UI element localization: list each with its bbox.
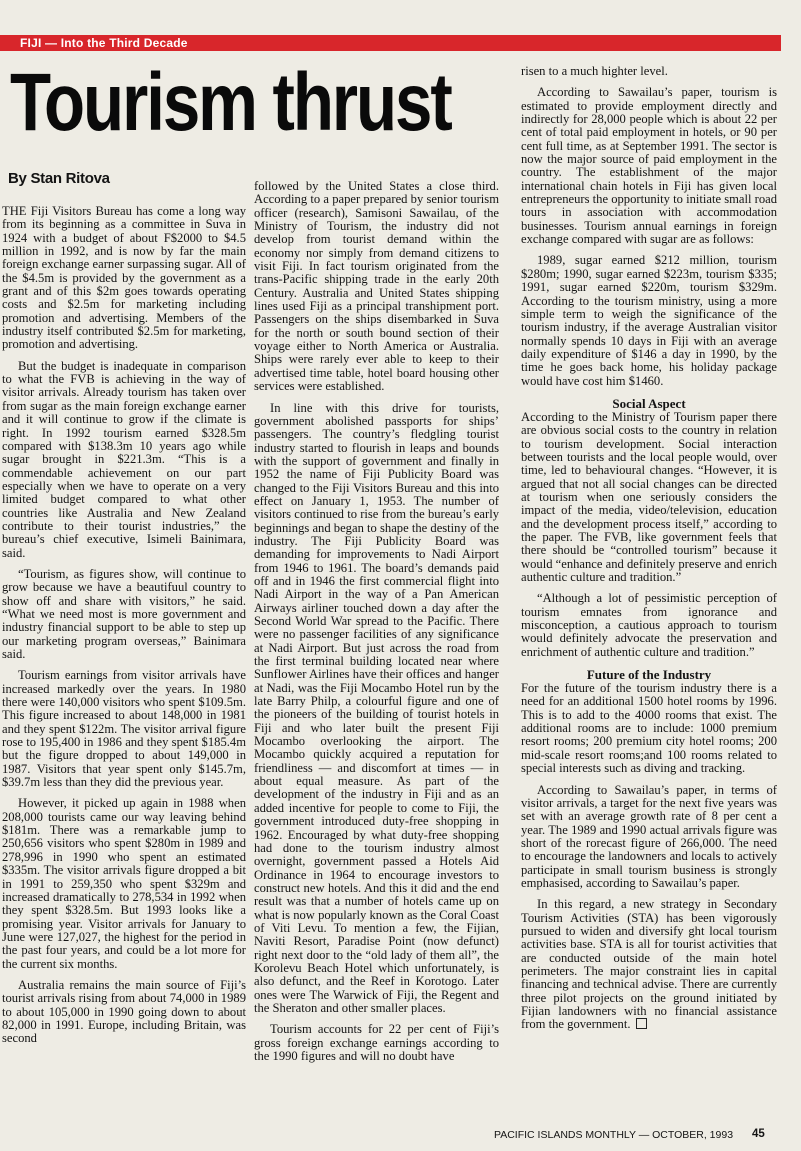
paragraph: “Although a lot of pessimistic perception of tourism emnates from ignorance and misconception, a cautious approach to tourism would definitely advocate the preservation and enrichment of authentic culture and tradition.” (521, 591, 777, 659)
article-column-1 (2, 205, 246, 1075)
end-mark-icon (636, 1018, 647, 1029)
paragraph: Tourism earnings from visitor arrivals have increased markedly over the years. In 1980 there were 140,000 visitors who spent $109.5m. This figure increased to about 148,000 in 1981 and they spent $122m. The visitor arrival figure rose to 195,400 in 1986 and they spent $185.4m but the figure dropped to about 149,000 in 1987. Visitors that year spent only $145.7m, $39.7m less than they did the previous year. (2, 668, 246, 790)
paragraph: risen to a much highter level. (521, 65, 668, 78)
paragraph: 1989, sugar earned $212 million, tourism $280m; 1990, sugar earned $223m, tourism $335; 1991, sugar earned $220m, tourism $329m. According to the tourism ministry, using a more simple term to weigh the significance of the tourism industry, if the average Australian visitor normally spends 10 days in Fiji with an average daily expenditure of $146 a day in 1990, by the time he goes back home, his holiday package would have cost him $1460. (521, 253, 777, 388)
paragraph: “Tourism, as figures show, will continue to grow because we have a beautifuul country to show off and share with visitors,” he said. “What we need most is more government and industry financial support to be able to step up our marketing program overseas,” Bainimara said. (2, 566, 246, 661)
footer-publication: PACIFIC ISLANDS MONTHLY — OCTOBER, 1993 (494, 1129, 734, 1141)
paragraph-text: In this regard, a new strategy in Secondary Tourism Activities (STA) has been vigorously pursued to widen and diversify ght local tourism activities base. STA is all for tourist activities that are conducted outside of the main hotel perimeters. The major constraint lies in capital financing and technical advise. There are currently three pilot projects on the ground initiated by Fijian landowners with no financial assistance from the government. (521, 897, 777, 1032)
paragraph: For the future of the tourism industry there is a need for an additional 1500 hotel rooms by 1996. This is to add to the 4000 rooms that exist. The additional rooms are to include: 1000 premium resort rooms; 200 premium city hotel rooms; 200 mid-scale resort rooms;and 100 rooms related to special interests such as diving and tracking. (521, 681, 777, 776)
subheading-social-aspect: Social Aspect (612, 395, 686, 411)
paragraph: In line with this drive for tourists, government abolished passports for ships’ passengers. The country’s fledgling tourist industry started to flourish in leaps and bounds with the support of government and finally in 1952 the name of Fiji Publicity Board was changed to the Fiji Visitors Bureau and this into effect on January 1, 1953. The number of visitors continued to rise from the bureau’s early beginnings and began to shape the destiny of the industry. The Fiji Publicity Board was demanding for improvements to Nadi Airport from 1946 to 1961. The board’s demands paid off and in 1946 the first commercial flight into Nadi Airport in the way of a Pan American Airways airliner touched down a day after the Second World War spread to the Pacific. There were no passenger facilities of any significance at Nadi Airport. But just across the road from the first terminal building located near where Sunflower Airlines have their offices and hanger at Nadi, was the Fiji Mocambo Hotel run by the late Barry Philp, a colourful figure and one of the pioneers of the building of tourist hotels in Fiji and who later built the present Fiji Mocambo overlooking the airport. The Mocambo quickly acquired a reputation for friendliness — and discomfort at times — in about equal measure. As part of the development of the industry in Fiji and as an added incentive for people to come to Fiji, the government introduced duty-free shopping in 1962. Encouraged by what duty-free shopping had done to the tourism industry almost overnight, government passed a Hotels Aid Ordinance in 1964 to encourage investors to construct new hotels. And this it did and the end result was that a number of hotels came up on what is now popularly known as the Coral Coast of Viti Levu. To mention a few, the Fijian, Naviti Resort, Paradise Point (now defunct) right next door to the “old lady of them all”, the Korolevu Beach Hotel which unfortunately, is also defunct, and the Reef in Korotogo. Later ones were The Warwick of Fiji, the Regent and the Sheraton and other smaller places. (254, 400, 499, 1015)
paragraph: followed by the United States a close third. According to a paper prepared by senior tourism officer (research), Samisoni Sawailau, of the Ministry of Tourism, the industry did not develop from tourist demand within the economy nor simply from demand citizens to visit Fiji. In fact tourism originated from the trans-Pacific shipping trade in the early 20th Century. Australia and United States shipping lines used Fiji as a principal transhipment port. Passengers on the ships disembarked in Suva for the north or south bound section of their voyage either to North America or Australia. Ships were rarely ever able to keep to their advertised time table, hotel board housing other services were established. (254, 180, 499, 394)
paragraph: According to the Ministry of Tourism paper there are obvious social costs to the country in relation to tourism development. Social interaction between tourists and the local people would, over time, led to behavioural changes. “However, it is argued that not all social changes can be directed at tourism when one seriously considers the impact of the media, video/television, education and the development process itself,” according to the paper. The FVB, like government feels that there should be “controlled tourism” because it would “enhance and definitely preserve and enrich authentic culture and tradition.” (521, 409, 777, 585)
article-column-3 (521, 65, 777, 1145)
paragraph: THE Fiji Visitors Bureau has come a long way from its beginning as a committee in Suva in 1924 with a budget of about F$2000 to $4.5 million in 1992, and is now by far the main foreign exchange earner surpassing sugar. All of the $4.5m is provided by the government as a grant and of this $2m goes towards operating costs and $2.5m for marketing including promotion and advertising. Members of the industry itself contributed $2.5m for marketing, promotion and advertising. (2, 205, 246, 352)
paragraph (521, 898, 777, 1031)
paragraph: According to Sawailau’s paper, tourism is estimated to provide employment directly and indirectly for 28,000 people which is about 22 per cent of total paid employment in hotels, or 90 per cent full time, as at September 1991. The sector is now the major source of paid employment in the country. The establishment of the major international chain hotels in Fiji has given local entrepreneurs the opportunity to initiate small road tours in association with accommodation businesses. Tourism annual earnings in foreign exchange compared with sugar are as follows: (521, 85, 777, 247)
subheading-future-of-industry: Future of the Industry (586, 667, 712, 683)
section-label: FIJI — Into the Third Decade (20, 36, 188, 50)
article-column-2 (254, 180, 499, 1130)
page-number: 45 (752, 1128, 765, 1140)
paragraph: However, it picked up again in 1988 when 208,000 tourists came our way leaving behind $181m. There was a remarkable jump to 250,656 visitors who spent $280m in 1989 and 278,996 in 1990 who spent an estimated $335m. The visitor arrivals figure dropped a bit in 1991 to 259,350 who spent $329m and increased dramatically to 278,534 in 1992 when they spent $328.5m. But 1993 looks like a promising year. Visitor arrivals for January to June were 127,027, the highest for the period in the past four years, and could be a lot more for the current six months. (2, 796, 246, 971)
byline: By Stan Ritova (8, 170, 110, 187)
paragraph: But the budget is inadequate in comparison to what the FVB is achieving in the way of visitor arrivals. Already tourism has taken over from sugar as the main foreign exchange earner and it will continue to grow if the climate is right. In 1992 tourism earned $328.5m compared with $138.3m 10 years ago while sugar brought in $221.3m. “This is a commendable achievement on our part especially when we have to operate on a very limited budget compared to what other countries like Australia and New Zealand contribute to their tourist industries,” the bureau’s chief executive, Isimeli Bainimara, said. (2, 358, 246, 560)
paragraph: Tourism accounts for 22 per cent of Fiji’s gross foreign exchange earnings according to the 1990 figures and will no doubt have (254, 1022, 499, 1063)
headline: Tourism thrust (10, 57, 451, 148)
paragraph: According to Sawailau’s paper, in terms of visitor arrivals, a target for the next five years was set with an average growth rate of 8 per cent a year. The 1989 and 1990 actual arrivals figure was short of the rorecast figure of 266,000. The need to encourage the landowners and locals to actively participate in small tourism business is strongly emphasised, according to Sawailau’s paper. (521, 782, 777, 890)
paragraph: Australia remains the main source of Fiji’s tourist arrivals rising from about 74,000 in 1989 to about 105,000 in 1990 going down to about 82,000 in 1991. Europe, including Britain, was second (2, 977, 246, 1046)
